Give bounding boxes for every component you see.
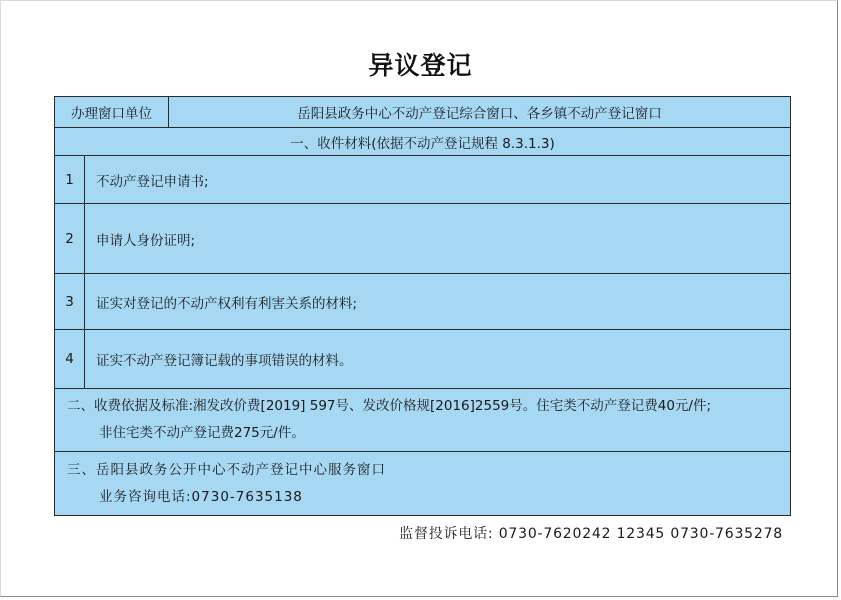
fee-cell xyxy=(55,389,791,452)
item-number: 3 xyxy=(55,274,85,330)
item-text: 申请人身份证明; xyxy=(85,204,791,274)
section1-heading-row xyxy=(55,128,791,156)
page-title: 异议登记 xyxy=(368,51,473,80)
table-row xyxy=(55,156,791,204)
complaint-phone: 监督投诉电话: 0730-7620242 12345 0730-7635278 xyxy=(399,526,783,542)
section1-heading: 一、收件材料(依据不动产登记规程 8.3.1.3) xyxy=(55,128,791,156)
fee-line-2: 非住宅类不动产登记费275元/件。 xyxy=(99,425,305,441)
table-row xyxy=(55,274,791,330)
item-number: 1 xyxy=(55,156,85,204)
registration-table xyxy=(54,96,791,516)
item-text: 不动产登记申请书; xyxy=(85,156,791,204)
unit-value: 岳阳县政务中心不动产登记综合窗口、各乡镇不动产登记窗口 xyxy=(169,97,791,128)
item-number: 4 xyxy=(55,330,85,389)
unit-row xyxy=(55,97,791,128)
item-number: 2 xyxy=(55,204,85,274)
service-phone: 业务咨询电话:0730-7635138 xyxy=(99,488,303,505)
table-row xyxy=(55,330,791,389)
fee-line-1: 二、收费依据及标准:湘发改价费[2019] 597号、发改价格规[2016]2559号。住宅类不动产登记费40元/件; xyxy=(67,398,712,414)
table-row xyxy=(55,204,791,274)
fee-row xyxy=(55,389,791,452)
service-cell xyxy=(55,452,791,516)
service-row xyxy=(55,452,791,516)
unit-label: 办理窗口单位 xyxy=(55,97,169,128)
item-text: 证实不动产登记簿记载的事项错误的材料。 xyxy=(85,330,791,389)
service-line-1: 三、岳阳县政务公开中心不动产登记中心服务窗口 xyxy=(67,461,386,478)
item-text: 证实对登记的不动产权利有利害关系的材料; xyxy=(85,274,791,330)
